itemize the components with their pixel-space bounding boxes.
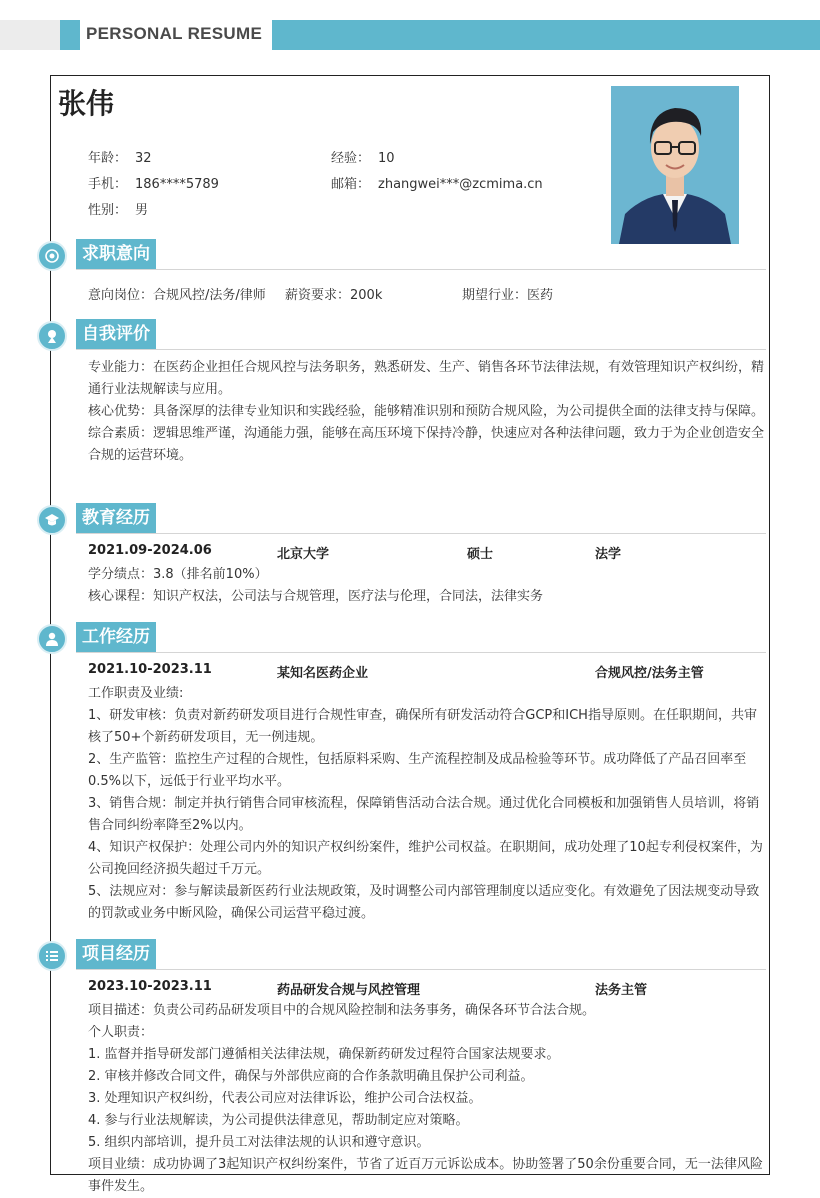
gender-info <box>88 199 148 218</box>
evaluation-icon <box>37 321 67 351</box>
target-icon <box>37 241 67 271</box>
banner-accent <box>60 20 80 50</box>
section-title-intent: 求职意向 <box>76 239 156 269</box>
project-role: 法务主管 <box>595 983 648 998</box>
education-school: 北京大学 <box>277 547 330 562</box>
work-role: 合规风控/法务主管 <box>595 666 704 681</box>
work-company: 某知名医药企业 <box>277 666 369 681</box>
section-title-education: 教育经历 <box>76 503 156 533</box>
section-title-project: 项目经历 <box>76 939 156 969</box>
self-eval-paragraph: 综合素质：逻辑思维严谨，沟通能力强，能够在高压环境下保持冷静，快速应对各种法律问题，致力于为企业创造安全合规的运营环境。 <box>88 426 765 463</box>
age-label: 年龄： <box>88 151 128 166</box>
project-details <box>88 1000 764 1198</box>
section-title-work: 工作经历 <box>76 622 156 652</box>
graduation-cap-icon <box>37 505 67 535</box>
self-eval-text <box>88 357 764 467</box>
banner-title: PERSONAL RESUME <box>86 24 263 43</box>
work-period: 2021.10-2023.11 <box>88 662 212 677</box>
age-info <box>88 147 152 166</box>
person-icon <box>37 624 67 654</box>
candidate-name: 张伟 <box>58 87 115 120</box>
banner-left-block <box>0 20 60 50</box>
self-eval-paragraph: 专业能力：在医药企业担任合规风控与法务职务，熟悉研发、生产、销售各环节法律法规，有效管理知识产权纠纷，精通行业法规解读与应用。 <box>88 360 765 397</box>
gender-value: 男 <box>135 203 149 218</box>
project-duty-item: 3. 处理知识产权纠纷，代表公司应对法律诉讼，维护公司合法权益。 <box>88 1091 482 1106</box>
project-duty-item: 1. 监督并指导研发部门遵循相关法律法规，确保新药研发过程符合国家法规要求。 <box>88 1047 560 1062</box>
project-duty-item: 4. 参与行业法规解读，为公司提供法律意见，帮助制定应对策略。 <box>88 1113 469 1128</box>
email-label: 邮箱： <box>331 177 371 192</box>
work-intro: 工作职责及业绩: <box>88 686 184 701</box>
education-major: 法学 <box>595 547 622 562</box>
project-name: 药品研发合规与风控管理 <box>277 983 421 998</box>
education-courses: 核心课程：知识产权法，公司法与合规管理，医疗法与伦理，合同法，法律实务 <box>88 589 544 604</box>
work-item: 1、研发审核：负责对新药研发项目进行合规性审查，确保所有研发活动符合GCP和ICH指导原则。在任职期间，共审核了50+个新药研发项目，无一例违规。 <box>88 708 757 745</box>
section-title-self-eval: 自我评价 <box>76 319 156 349</box>
intent-position: 意向岗位：合规风控/法务/律师 <box>88 288 266 303</box>
banner-bar <box>272 20 820 50</box>
project-period: 2023.10-2023.11 <box>88 979 212 994</box>
phone-label: 手机： <box>88 177 128 192</box>
section-divider <box>76 969 766 970</box>
phone-info <box>88 173 219 192</box>
project-result: 项目业绩：成功协调了3起知识产权纠纷案件，节省了近百万元诉讼成本。协助签署了50余份重要合同，无一法律风险事件发生。 <box>88 1157 763 1194</box>
work-item: 5、法规应对：参与解读最新医药行业法规政策，及时调整公司内部管理制度以适应变化。有效避免了因法规变动导致的罚款或业务中断风险，确保公司运营平稳过渡。 <box>88 884 760 921</box>
work-item: 2、生产监管：监控生产过程的合规性，包括原料采购、生产流程控制及成品检验等环节。成功降低了产品召回率至0.5%以下，远低于行业平均水平。 <box>88 752 747 789</box>
phone-value: 186****5789 <box>135 177 219 192</box>
project-description: 项目描述：负责公司药品研发项目中的合规风险控制和法务事务，确保各环节合法合规。 <box>88 1003 596 1018</box>
self-eval-paragraph: 核心优势：具备深厚的法律专业知识和实践经验，能够精准识别和预防合规风险，为公司提供全面的法律支持与保障。 <box>88 404 765 419</box>
email-info <box>331 173 543 192</box>
profile-photo <box>611 86 739 244</box>
work-item: 3、销售合规：制定并执行销售合同审核流程，保障销售活动合法合规。通过优化合同模板和加强销售人员培训，将销售合同纠纷率降至2%以内。 <box>88 796 760 833</box>
project-duty-title: 个人职责： <box>88 1025 154 1040</box>
section-divider <box>76 652 766 653</box>
education-details <box>88 564 764 608</box>
education-degree: 硕士 <box>467 547 494 562</box>
age-value: 32 <box>135 151 152 166</box>
education-gpa: 学分绩点：3.8（排名前10%） <box>88 567 268 582</box>
section-divider <box>76 269 766 270</box>
intent-salary: 薪资要求：200k <box>285 288 383 303</box>
section-divider <box>76 533 766 534</box>
resume-banner <box>0 20 820 50</box>
work-details <box>88 683 764 925</box>
gender-label: 性别： <box>88 203 128 218</box>
section-divider <box>76 349 766 350</box>
experience-label: 经验： <box>331 151 371 166</box>
list-icon <box>37 941 67 971</box>
project-duty-item: 5. 组织内部培训，提升员工对法律法规的认识和遵守意识。 <box>88 1135 430 1150</box>
project-duty-item: 2. 审核并修改合同文件，确保与外部供应商的合作条款明确且保护公司利益。 <box>88 1069 534 1084</box>
intent-industry: 期望行业：医药 <box>462 288 554 303</box>
education-period: 2021.09-2024.06 <box>88 543 212 558</box>
experience-info <box>331 147 395 166</box>
email-value: zhangwei***@zcmima.cn <box>378 177 543 192</box>
experience-value: 10 <box>378 151 395 166</box>
work-item: 4、知识产权保护：处理公司内外的知识产权纠纷案件，维护公司权益。在职期间，成功处理了10起专利侵权案件，为公司挽回经济损失超过千万元。 <box>88 840 763 877</box>
